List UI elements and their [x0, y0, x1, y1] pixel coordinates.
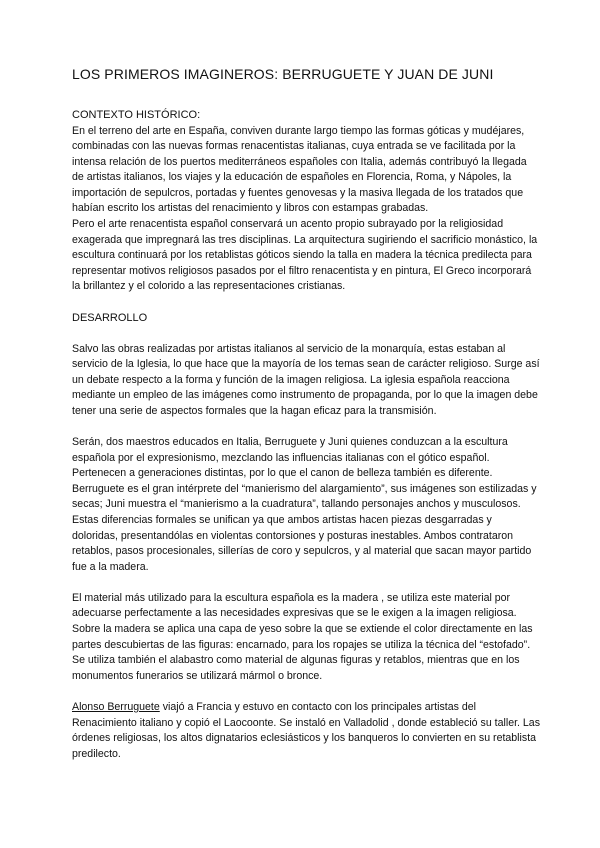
section-contexto: [72, 108, 540, 295]
spacer: [72, 326, 540, 342]
section-heading-contexto: CONTEXTO HISTÓRICO:: [72, 109, 201, 121]
spacer: [72, 295, 540, 311]
paragraph-desarrollo-4: El material más utilizado para la escultura española es la madera , se utiliza este material por adecuarse perfectamente a las necesidades expresivas que se le exigen a la imagen religiosa. Sobre la madera se aplica una capa de yeso sobre la que se extiende el color directamente en las partes descubiertas de las figuras: encarnado, para los ropajes se utiliza la técnica del “estofado”. Se utiliza también el alabastro como material de algunas figuras y retablos, mientras que en los monumentos funerarios se utilizará mármol o bronce.: [72, 591, 533, 682]
berruguete-name: Alonso Berruguete: [72, 700, 160, 713]
paragraph-desarrollo-3: Berruguete es el gran intérprete del “manierismo del alargamiento”, sus imágenes son estilizadas y secas; Juni muestra el “manierismo a la cuadratura”, tallando personajes anchos y musculosos. Estas diferencias formales se unifican ya que ambos artistas hacen piezas desgarradas y doloridas, presentandólas en violentas contorsiones y posturas inestables. Ambos contrataron retablos, pasos procesionales, sillerías de coro y sepulcros, y al material que sacan mayor partido fue a la madera.: [72, 482, 537, 573]
section-heading-desarrollo: DESARROLLO: [72, 311, 148, 324]
paragraph-desarrollo-2: Serán, dos maestros educados en Italia, Berruguete y Juni quienes conduzcan a la escultura española por el expresionismo, mezclando las influencias italianas con el gótico español. Pertenecen a generaciones distintas, por lo que el canon de belleza también es diferente.: [72, 436, 508, 480]
spacer: [72, 684, 540, 700]
section-desarrollo: [72, 311, 540, 763]
paragraph-contexto-2: Pero el arte renacentista español conservará un acento propio subrayado por la religiosidad exagerada que impregnará las tres disciplinas. La arquitectura sugiriendo el sacrificio monástico, la escultura continuará por los retablistas góticos siendo la talla en madera la técnica predilecta para representar motivos religiosos pasados por el filtro renacentista y en pintura, El Greco incorporará la brillantez y el colorido a las representaciones cristianas.: [72, 218, 538, 293]
paragraph-contexto-1: En el terreno del arte en España, conviven durante largo tiempo las formas góticas y mudéjares, combinadas con las nuevas formas renacentistas italianas, cuya entrada se ve facilitada por la intensa relación de los puertos mediterráneos españoles con Italia, además contribuyó la llegada de artistas italianos, los viajes y la educación de españoles en Florencia, Roma, y Nápoles, la importación de sepulcros, portadas y fuentes genovesas y la masiva llegada de los tratados que habían escrito los artistas del renacimiento y libros con estampas grabadas.: [72, 124, 527, 215]
berruguete-text: viajó a Francia y estuvo en contacto con los principales artistas del Renacimiento italiano y copió el Laocoonte. Se instaló en Valladolid , donde estableció su taller. Las órdenes religiosas, los altos dignatarios eclesiásticos y los banqueros lo convierten en su retablista predilecto.: [72, 700, 540, 760]
document-title: LOS PRIMEROS IMAGINEROS: BERRUGUETE Y JUAN DE JUNI: [72, 66, 494, 82]
spacer: [72, 575, 540, 591]
paragraph-berruguete: [72, 700, 540, 762]
spacer: [72, 420, 540, 436]
paragraph-desarrollo-1: Salvo las obras realizadas por artistas italianos al servicio de la monarquía, estas estaban al servicio de la Iglesia, lo que hace que la mayoría de los temas sean de carácter religioso. Surge así un debate respecto a la forma y función de la imagen religiosa. La iglesia española reacciona mediante un empleo de las imágenes como instrumento de propaganda, por lo que la imagen debe tener una serie de aspectos formales que la hagan eficaz para la transmisión.: [72, 342, 540, 417]
